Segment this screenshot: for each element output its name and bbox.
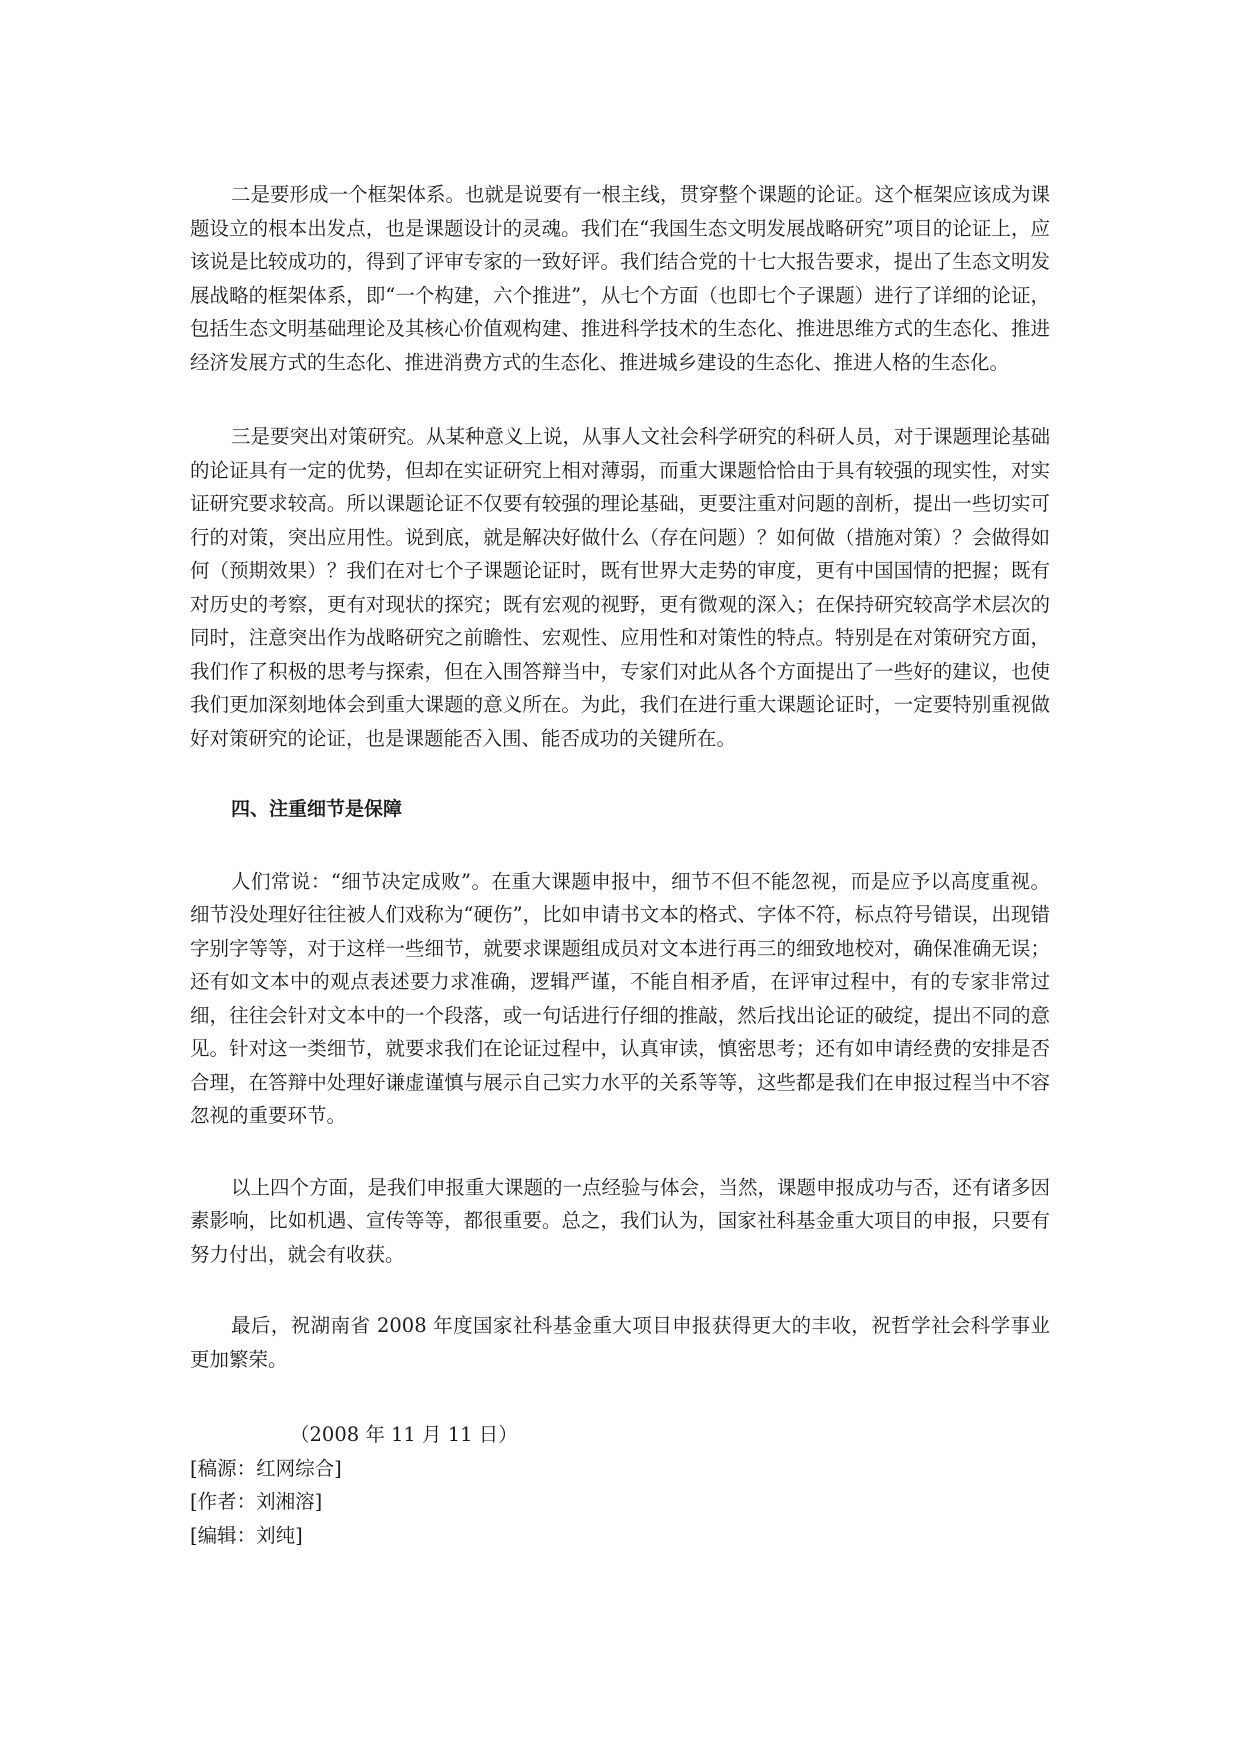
document-page <box>190 178 1050 1552</box>
article-author: [作者：刘湘溶] <box>190 1490 323 1513</box>
paragraph-framework-system: 二是要形成一个框架体系。也就是说要有一根主线，贯穿整个课题的论证。这个框架应该成为课题设立的根本出发点，也是课题设计的灵魂。我们在“我国生态文明发展战略研究”项目的论证上，应该说是比较成功的，得到了评审专家的一致好评。我们结合党的十七大报告要求，提出了生态文明发展战略的框架体系，即“一个构建，六个推进”，从七个方面（也即七个子课题）进行了详细的论证，包括生态文明基础理论及其核心价值观构建、推进科学技术的生态化、推进思维方式的生态化、推进经济发展方式的生态化、推进消费方式的生态化、推进城乡建设的生态化、推进人格的生态化。 <box>190 183 1051 374</box>
paragraph-policy-research: 三是要突出对策研究。从某种意义上说，从事人文社会科学研究的科研人员，对于课题理论基础的论证具有一定的优势，但却在实证研究上相对薄弱，而重大课题恰恰由于具有较强的现实性，对实证研究要求较高。所以课题论证不仅要有较强的理论基础，更要注重对问题的剖析，提出一些切实可行的对策，突出应用性。说到底，就是解决好做什么（存在问题）？如何做（措施对策）？会做得如何（预期效果）？我们在对七个子课题论证时，既有世界大走势的审度，更有中国国情的把握；既有对历史的考察，更有对现状的探究；既有宏观的视野，更有微观的深入；在保持研究较高学术层次的同时，注意突出作为战略研究之前瞻性、宏观性、应用性和对策性的特点。特别是在对策研究方面，我们作了积极的思考与探索，但在入围答辩当中，专家们对此从各个方面提出了一些好的建议，也使我们更加深刻地体会到重大课题的意义所在。为此，我们在进行重大课题论证时，一定要特别重视做好对策研究的论证，也是课题能否入围、能否成功的关键所在。 <box>190 425 1051 750</box>
paragraph-details-guarantee: 人们常说：“细节决定成败”。在重大课题申报中，细节不但不能忽视，而是应予以高度重视。细节没处理好往往被人们戏称为“硬伤”，比如申请书文本的格式、字体不符，标点符号错误，出现错字别字等等，对于这样一些细节，就要求课题组成员对文本进行再三的细致地校对，确保准确无误；还有如文本中的观点表述要力求准确，逻辑严谨，不能自相矛盾，在评审过程中，有的专家非常过细，往往会针对文本中的一个段落，或一句话进行仔细的推敲，然后找出论证的破绽，提出不同的意见。针对这一类细节，就要求我们在论证过程中，认真审读，慎密思考；还有如申请经费的安排是否合理，在答辩中处理好谦虚谨慎与展示自己实力水平的关系等等，这些都是我们在申报过程当中不容忽视的重要环节。 <box>190 869 1050 1127</box>
paragraph-closing-wishes: 最后，祝湖南省 2008 年度国家社科基金重大项目申报获得更大的丰收，祝哲学社会科学事业更加繁荣。 <box>190 1314 1050 1371</box>
paragraph-summary: 以上四个方面，是我们申报重大课题的一点经验与体会，当然，课题申报成功与否，还有诸多因素影响，比如机遇、宣传等等，都很重要。总之，我们认为，国家社科基金重大项目的申报，只要有努力付出，就会有收获。 <box>190 1175 1051 1266</box>
article-editor: [编辑：刘纯] <box>190 1523 303 1547</box>
article-date: （2008 年 11 月 11 日） <box>290 1423 518 1446</box>
article-source: [稿源：红网综合] <box>190 1456 342 1480</box>
section-heading-details: 四、注重细节是保障 <box>231 798 403 820</box>
